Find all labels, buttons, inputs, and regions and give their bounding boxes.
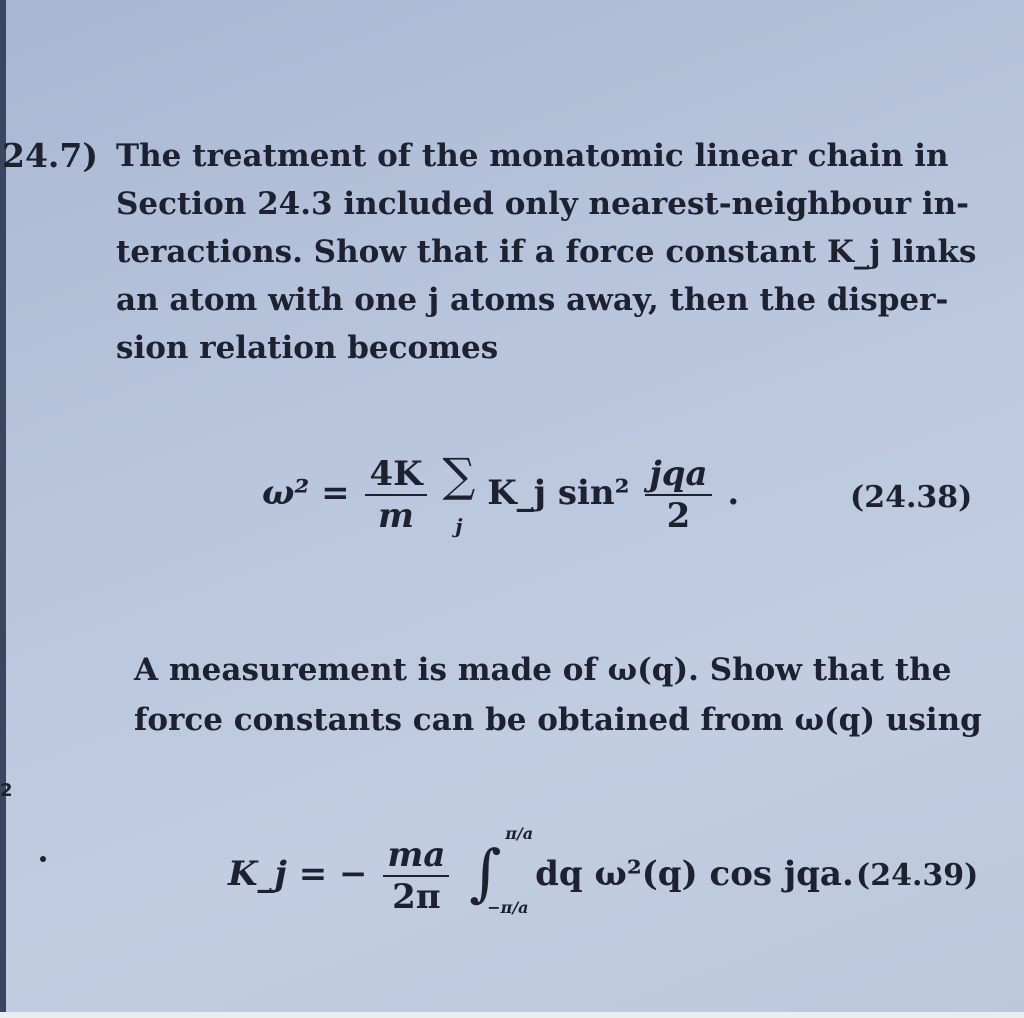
eq1-arg-num: jqa bbox=[649, 454, 708, 494]
eq1-sum bbox=[443, 448, 476, 542]
eq1-arg-fraction bbox=[645, 454, 711, 536]
page-bottom-edge bbox=[0, 1012, 1024, 1018]
eq1-lhs: ω² = bbox=[262, 473, 350, 513]
eq2-frac-den: 2π bbox=[383, 875, 449, 917]
eq2-integrand: dq ω²(q) cos jqa. bbox=[535, 854, 854, 894]
eq2-upper-limit: π/a bbox=[505, 824, 534, 843]
eq1-end: . bbox=[727, 473, 740, 513]
eq1-frac-den: m bbox=[365, 494, 426, 536]
margin-dot bbox=[40, 856, 46, 862]
eq1-fraction bbox=[365, 454, 426, 536]
equation-number-24-38: (24.38) bbox=[850, 480, 973, 515]
measurement-paragraph bbox=[134, 645, 994, 745]
problem-line: an atom with one j atoms away, then the disper- bbox=[116, 282, 949, 318]
problem-line: The treatment of the monatomic linear chain in bbox=[116, 138, 949, 174]
paragraph-line: force constants can be obtained from ω(q) using bbox=[134, 702, 982, 738]
problem-line: teractions. Show that if a force constant K_j links bbox=[116, 234, 977, 270]
eq1-body: K_j sin² bbox=[487, 473, 630, 513]
eq1-arg-den: 2 bbox=[645, 494, 711, 536]
eq2-fraction bbox=[383, 835, 449, 917]
paragraph-line: A measurement is made of ω(q). Show that the bbox=[134, 652, 952, 688]
equation-number-24-39: (24.39) bbox=[856, 858, 979, 893]
integral-symbol: ∫ bbox=[469, 836, 502, 909]
margin-mark: 2 bbox=[0, 780, 13, 801]
sum-symbol: ∑ bbox=[442, 448, 476, 502]
problem-statement bbox=[116, 132, 976, 372]
eq2-frac-num: ma bbox=[387, 835, 446, 875]
eq1-sum-index: j bbox=[455, 514, 463, 538]
eq2-lhs: K_j = − bbox=[228, 854, 368, 894]
eq2-integral bbox=[465, 824, 534, 924]
eq2-lower-limit: −π/a bbox=[487, 898, 529, 917]
equation-24-38 bbox=[262, 448, 739, 542]
problem-line: Section 24.3 included only nearest-neighbour in- bbox=[116, 186, 970, 222]
problem-number: 24.7) bbox=[2, 136, 98, 175]
problem-line: sion relation becomes bbox=[116, 330, 499, 366]
equation-24-39 bbox=[228, 824, 854, 924]
eq1-frac-num: 4K bbox=[369, 454, 423, 494]
